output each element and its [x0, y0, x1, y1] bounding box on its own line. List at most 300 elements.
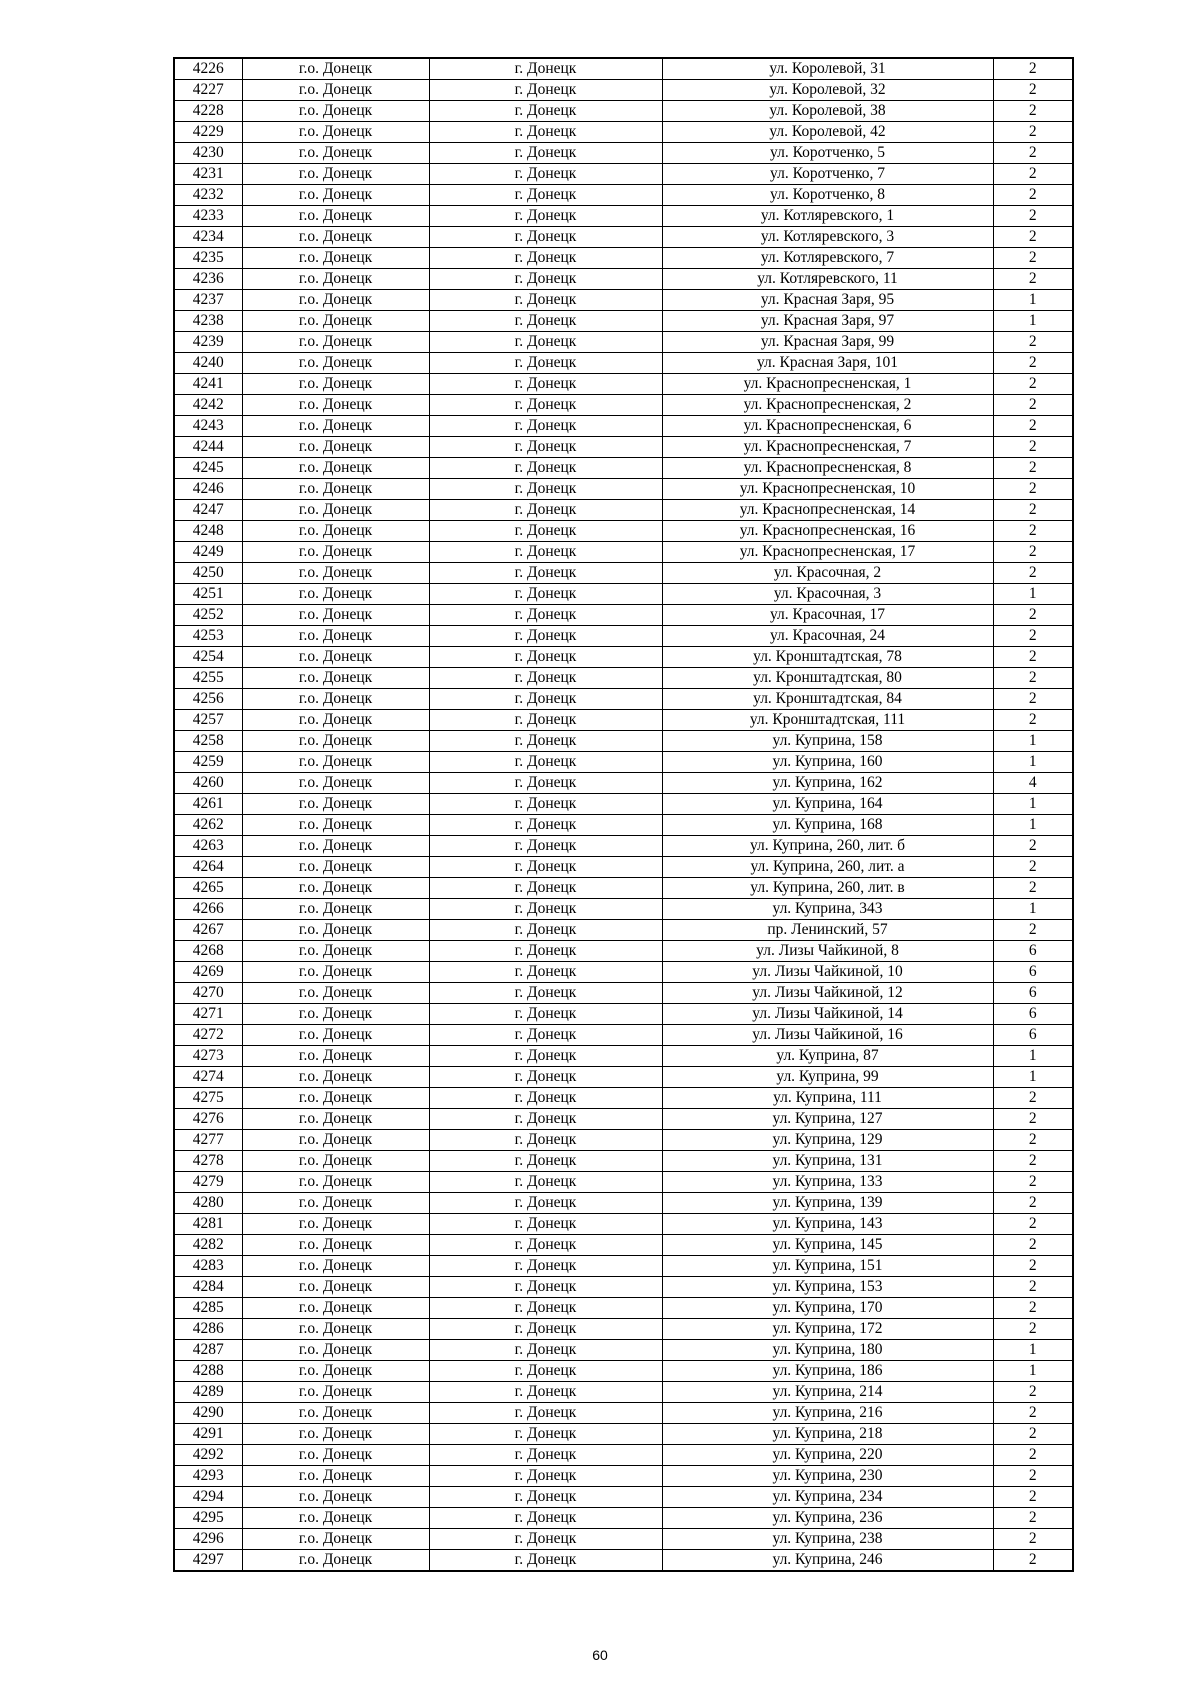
city-cell: г. Донецк [429, 626, 662, 647]
district-cell: г.о. Донецк [242, 1088, 429, 1109]
table-row [174, 668, 1073, 689]
table-row [174, 941, 1073, 962]
table-row [174, 1361, 1073, 1382]
count-cell: 2 [993, 1088, 1073, 1109]
count-cell: 2 [993, 1235, 1073, 1256]
district-cell: г.о. Донецк [242, 1403, 429, 1424]
count-cell: 1 [993, 899, 1073, 920]
table-row [174, 605, 1073, 626]
address-table-body [174, 58, 1073, 1571]
row-number-cell: 4289 [174, 1382, 242, 1403]
district-cell: г.о. Донецк [242, 1424, 429, 1445]
address-cell: ул. Краснопресненская, 14 [662, 500, 993, 521]
row-number-cell: 4245 [174, 458, 242, 479]
address-cell: ул. Королевой, 42 [662, 122, 993, 143]
table-row [174, 542, 1073, 563]
address-cell: ул. Кронштадтская, 111 [662, 710, 993, 731]
count-cell: 2 [993, 164, 1073, 185]
count-cell: 2 [993, 1172, 1073, 1193]
table-row [174, 1109, 1073, 1130]
count-cell: 2 [993, 269, 1073, 290]
city-cell: г. Донецк [429, 773, 662, 794]
city-cell: г. Донецк [429, 311, 662, 332]
city-cell: г. Донецк [429, 458, 662, 479]
page-number: 60 [592, 1647, 608, 1663]
district-cell: г.о. Донецк [242, 58, 429, 80]
city-cell: г. Донецк [429, 1424, 662, 1445]
district-cell: г.о. Донецк [242, 794, 429, 815]
city-cell: г. Донецк [429, 1151, 662, 1172]
count-cell: 2 [993, 1424, 1073, 1445]
district-cell: г.о. Донецк [242, 374, 429, 395]
count-cell: 2 [993, 58, 1073, 80]
row-number-cell: 4278 [174, 1151, 242, 1172]
count-cell: 2 [993, 1550, 1073, 1572]
row-number-cell: 4285 [174, 1298, 242, 1319]
table-row [174, 1088, 1073, 1109]
district-cell: г.о. Донецк [242, 437, 429, 458]
count-cell: 1 [993, 794, 1073, 815]
district-cell: г.о. Донецк [242, 1025, 429, 1046]
row-number-cell: 4242 [174, 395, 242, 416]
count-cell: 2 [993, 1193, 1073, 1214]
address-cell: ул. Лизы Чайкиной, 14 [662, 1004, 993, 1025]
address-cell: ул. Красочная, 2 [662, 563, 993, 584]
count-cell: 2 [993, 563, 1073, 584]
city-cell: г. Донецк [429, 437, 662, 458]
count-cell: 2 [993, 668, 1073, 689]
table-row [174, 185, 1073, 206]
address-cell: ул. Кронштадтская, 80 [662, 668, 993, 689]
table-row [174, 626, 1073, 647]
address-cell: ул. Куприна, 216 [662, 1403, 993, 1424]
table-row [174, 80, 1073, 101]
row-number-cell: 4251 [174, 584, 242, 605]
address-cell: ул. Краснопресненская, 16 [662, 521, 993, 542]
table-row [174, 731, 1073, 752]
address-cell: ул. Куприна, 180 [662, 1340, 993, 1361]
count-cell: 2 [993, 1508, 1073, 1529]
table-row [174, 269, 1073, 290]
table-row [174, 332, 1073, 353]
table-row [174, 1298, 1073, 1319]
district-cell: г.о. Донецк [242, 227, 429, 248]
address-cell: ул. Краснопресненская, 8 [662, 458, 993, 479]
city-cell: г. Донецк [429, 689, 662, 710]
address-cell: ул. Куприна, 172 [662, 1319, 993, 1340]
district-cell: г.о. Донецк [242, 542, 429, 563]
city-cell: г. Донецк [429, 1298, 662, 1319]
row-number-cell: 4294 [174, 1487, 242, 1508]
district-cell: г.о. Донецк [242, 353, 429, 374]
district-cell: г.о. Донецк [242, 164, 429, 185]
count-cell: 6 [993, 983, 1073, 1004]
address-cell: ул. Красная Заря, 101 [662, 353, 993, 374]
row-number-cell: 4279 [174, 1172, 242, 1193]
district-cell: г.о. Донецк [242, 752, 429, 773]
city-cell: г. Донецк [429, 1487, 662, 1508]
address-cell: ул. Куприна, 87 [662, 1046, 993, 1067]
city-cell: г. Донецк [429, 80, 662, 101]
address-cell: ул. Куприна, 158 [662, 731, 993, 752]
table-row [174, 58, 1073, 80]
count-cell: 2 [993, 542, 1073, 563]
row-number-cell: 4230 [174, 143, 242, 164]
city-cell: г. Донецк [429, 1193, 662, 1214]
address-cell: ул. Куприна, 131 [662, 1151, 993, 1172]
address-cell: ул. Куприна, 230 [662, 1466, 993, 1487]
address-cell: ул. Куприна, 170 [662, 1298, 993, 1319]
city-cell: г. Донецк [429, 332, 662, 353]
count-cell: 2 [993, 332, 1073, 353]
table-row [174, 1256, 1073, 1277]
address-cell: ул. Куприна, 238 [662, 1529, 993, 1550]
table-row [174, 122, 1073, 143]
address-cell: ул. Лизы Чайкиной, 16 [662, 1025, 993, 1046]
city-cell: г. Донецк [429, 227, 662, 248]
address-cell: ул. Куприна, 343 [662, 899, 993, 920]
table-row [174, 710, 1073, 731]
table-row [174, 500, 1073, 521]
address-cell: ул. Куприна, 186 [662, 1361, 993, 1382]
address-cell: ул. Куприна, 260, лит. а [662, 857, 993, 878]
district-cell: г.о. Донецк [242, 983, 429, 1004]
row-number-cell: 4261 [174, 794, 242, 815]
city-cell: г. Донецк [429, 1382, 662, 1403]
table-row [174, 815, 1073, 836]
count-cell: 2 [993, 1298, 1073, 1319]
table-row [174, 1235, 1073, 1256]
address-cell: ул. Королевой, 38 [662, 101, 993, 122]
address-cell: ул. Коротченко, 8 [662, 185, 993, 206]
address-cell: ул. Куприна, 153 [662, 1277, 993, 1298]
count-cell: 1 [993, 311, 1073, 332]
count-cell: 2 [993, 353, 1073, 374]
address-cell: ул. Красочная, 17 [662, 605, 993, 626]
district-cell: г.о. Донецк [242, 1550, 429, 1572]
city-cell: г. Донецк [429, 1109, 662, 1130]
count-cell: 6 [993, 962, 1073, 983]
row-number-cell: 4275 [174, 1088, 242, 1109]
row-number-cell: 4258 [174, 731, 242, 752]
table-row [174, 689, 1073, 710]
city-cell: г. Донецк [429, 58, 662, 80]
count-cell: 2 [993, 1466, 1073, 1487]
city-cell: г. Донецк [429, 290, 662, 311]
address-cell: ул. Краснопресненская, 2 [662, 395, 993, 416]
table-row [174, 143, 1073, 164]
count-cell: 2 [993, 374, 1073, 395]
city-cell: г. Донецк [429, 1172, 662, 1193]
district-cell: г.о. Донецк [242, 626, 429, 647]
table-row [174, 395, 1073, 416]
district-cell: г.о. Донецк [242, 521, 429, 542]
count-cell: 4 [993, 773, 1073, 794]
table-row [174, 1508, 1073, 1529]
city-cell: г. Донецк [429, 836, 662, 857]
table-row [174, 1025, 1073, 1046]
district-cell: г.о. Донецк [242, 416, 429, 437]
address-table [173, 57, 1074, 1572]
district-cell: г.о. Донецк [242, 1214, 429, 1235]
city-cell: г. Донецк [429, 731, 662, 752]
table-row [174, 1403, 1073, 1424]
address-cell: ул. Куприна, 260, лит. б [662, 836, 993, 857]
address-cell: ул. Красочная, 24 [662, 626, 993, 647]
district-cell: г.о. Донецк [242, 563, 429, 584]
table-row [174, 752, 1073, 773]
address-cell: ул. Куприна, 127 [662, 1109, 993, 1130]
district-cell: г.о. Донецк [242, 1235, 429, 1256]
address-cell: ул. Куприна, 139 [662, 1193, 993, 1214]
city-cell: г. Донецк [429, 1256, 662, 1277]
row-number-cell: 4259 [174, 752, 242, 773]
row-number-cell: 4233 [174, 206, 242, 227]
city-cell: г. Донецк [429, 143, 662, 164]
table-row [174, 311, 1073, 332]
row-number-cell: 4256 [174, 689, 242, 710]
row-number-cell: 4232 [174, 185, 242, 206]
district-cell: г.о. Донецк [242, 143, 429, 164]
district-cell: г.о. Донецк [242, 647, 429, 668]
district-cell: г.о. Донецк [242, 80, 429, 101]
district-cell: г.о. Донецк [242, 311, 429, 332]
table-row [174, 1277, 1073, 1298]
row-number-cell: 4231 [174, 164, 242, 185]
district-cell: г.о. Донецк [242, 1130, 429, 1151]
count-cell: 2 [993, 1445, 1073, 1466]
city-cell: г. Донецк [429, 920, 662, 941]
count-cell: 2 [993, 689, 1073, 710]
count-cell: 6 [993, 941, 1073, 962]
district-cell: г.о. Донецк [242, 1319, 429, 1340]
row-number-cell: 4288 [174, 1361, 242, 1382]
table-row [174, 458, 1073, 479]
district-cell: г.о. Донецк [242, 1172, 429, 1193]
district-cell: г.о. Донецк [242, 1277, 429, 1298]
district-cell: г.о. Донецк [242, 605, 429, 626]
row-number-cell: 4287 [174, 1340, 242, 1361]
row-number-cell: 4267 [174, 920, 242, 941]
address-cell: ул. Кронштадтская, 78 [662, 647, 993, 668]
count-cell: 2 [993, 1487, 1073, 1508]
city-cell: г. Донецк [429, 1319, 662, 1340]
row-number-cell: 4238 [174, 311, 242, 332]
district-cell: г.о. Донецк [242, 962, 429, 983]
address-cell: ул. Красная Заря, 95 [662, 290, 993, 311]
table-row [174, 1046, 1073, 1067]
city-cell: г. Донецк [429, 1025, 662, 1046]
count-cell: 1 [993, 1046, 1073, 1067]
count-cell: 2 [993, 1214, 1073, 1235]
count-cell: 2 [993, 458, 1073, 479]
row-number-cell: 4265 [174, 878, 242, 899]
count-cell: 2 [993, 395, 1073, 416]
row-number-cell: 4292 [174, 1445, 242, 1466]
row-number-cell: 4273 [174, 1046, 242, 1067]
city-cell: г. Донецк [429, 584, 662, 605]
row-number-cell: 4228 [174, 101, 242, 122]
table-row [174, 1382, 1073, 1403]
city-cell: г. Донецк [429, 542, 662, 563]
city-cell: г. Донецк [429, 1508, 662, 1529]
address-cell: ул. Куприна, 214 [662, 1382, 993, 1403]
table-row [174, 983, 1073, 1004]
city-cell: г. Донецк [429, 1529, 662, 1550]
district-cell: г.о. Донецк [242, 1067, 429, 1088]
table-row [174, 836, 1073, 857]
row-number-cell: 4241 [174, 374, 242, 395]
city-cell: г. Донецк [429, 815, 662, 836]
table-row [174, 1067, 1073, 1088]
row-number-cell: 4283 [174, 1256, 242, 1277]
district-cell: г.о. Донецк [242, 500, 429, 521]
row-number-cell: 4269 [174, 962, 242, 983]
district-cell: г.о. Донецк [242, 1508, 429, 1529]
district-cell: г.о. Донецк [242, 815, 429, 836]
table-row [174, 164, 1073, 185]
table-row [174, 1487, 1073, 1508]
district-cell: г.о. Донецк [242, 1466, 429, 1487]
row-number-cell: 4237 [174, 290, 242, 311]
district-cell: г.о. Донецк [242, 773, 429, 794]
address-cell: ул. Лизы Чайкиной, 10 [662, 962, 993, 983]
table-row [174, 773, 1073, 794]
district-cell: г.о. Донецк [242, 206, 429, 227]
city-cell: г. Донецк [429, 1550, 662, 1572]
table-row [174, 1004, 1073, 1025]
district-cell: г.о. Донецк [242, 584, 429, 605]
district-cell: г.о. Донецк [242, 689, 429, 710]
address-cell: ул. Краснопресненская, 1 [662, 374, 993, 395]
count-cell: 1 [993, 752, 1073, 773]
district-cell: г.о. Донецк [242, 1382, 429, 1403]
count-cell: 1 [993, 1340, 1073, 1361]
count-cell: 2 [993, 437, 1073, 458]
district-cell: г.о. Донецк [242, 1109, 429, 1130]
row-number-cell: 4264 [174, 857, 242, 878]
count-cell: 1 [993, 1361, 1073, 1382]
address-cell: ул. Куприна, 143 [662, 1214, 993, 1235]
table-row [174, 1550, 1073, 1572]
address-cell: ул. Куприна, 151 [662, 1256, 993, 1277]
city-cell: г. Донецк [429, 1067, 662, 1088]
table-row [174, 1319, 1073, 1340]
table-row [174, 647, 1073, 668]
count-cell: 6 [993, 1004, 1073, 1025]
table-row [174, 290, 1073, 311]
row-number-cell: 4244 [174, 437, 242, 458]
address-cell: ул. Королевой, 32 [662, 80, 993, 101]
city-cell: г. Донецк [429, 479, 662, 500]
district-cell: г.о. Донецк [242, 920, 429, 941]
row-number-cell: 4236 [174, 269, 242, 290]
row-number-cell: 4226 [174, 58, 242, 80]
city-cell: г. Донецк [429, 122, 662, 143]
table-row [174, 857, 1073, 878]
district-cell: г.о. Донецк [242, 710, 429, 731]
district-cell: г.о. Донецк [242, 941, 429, 962]
city-cell: г. Донецк [429, 1046, 662, 1067]
address-cell: ул. Красная Заря, 97 [662, 311, 993, 332]
city-cell: г. Донецк [429, 1466, 662, 1487]
count-cell: 2 [993, 1403, 1073, 1424]
row-number-cell: 4235 [174, 248, 242, 269]
address-cell: ул. Куприна, 218 [662, 1424, 993, 1445]
count-cell: 2 [993, 500, 1073, 521]
address-cell: ул. Куприна, 99 [662, 1067, 993, 1088]
district-cell: г.о. Донецк [242, 899, 429, 920]
city-cell: г. Донецк [429, 1403, 662, 1424]
district-cell: г.о. Донецк [242, 458, 429, 479]
table-row [174, 584, 1073, 605]
city-cell: г. Донецк [429, 941, 662, 962]
district-cell: г.о. Донецк [242, 857, 429, 878]
row-number-cell: 4227 [174, 80, 242, 101]
count-cell: 1 [993, 1067, 1073, 1088]
table-row [174, 1529, 1073, 1550]
table-row [174, 101, 1073, 122]
count-cell: 2 [993, 605, 1073, 626]
city-cell: г. Донецк [429, 1004, 662, 1025]
count-cell: 2 [993, 206, 1073, 227]
table-row [174, 1151, 1073, 1172]
row-number-cell: 4239 [174, 332, 242, 353]
address-cell: ул. Красочная, 3 [662, 584, 993, 605]
count-cell: 2 [993, 521, 1073, 542]
row-number-cell: 4229 [174, 122, 242, 143]
row-number-cell: 4296 [174, 1529, 242, 1550]
district-cell: г.о. Донецк [242, 731, 429, 752]
count-cell: 2 [993, 1109, 1073, 1130]
address-cell: ул. Котляревского, 7 [662, 248, 993, 269]
row-number-cell: 4280 [174, 1193, 242, 1214]
city-cell: г. Донецк [429, 1361, 662, 1382]
address-cell: ул. Краснопресненская, 10 [662, 479, 993, 500]
table-row [174, 1130, 1073, 1151]
row-number-cell: 4293 [174, 1466, 242, 1487]
row-number-cell: 4257 [174, 710, 242, 731]
address-cell: ул. Коротченко, 7 [662, 164, 993, 185]
district-cell: г.о. Донецк [242, 1256, 429, 1277]
city-cell: г. Донецк [429, 101, 662, 122]
row-number-cell: 4268 [174, 941, 242, 962]
address-cell: пр. Ленинский, 57 [662, 920, 993, 941]
city-cell: г. Донецк [429, 1277, 662, 1298]
row-number-cell: 4297 [174, 1550, 242, 1572]
table-row [174, 374, 1073, 395]
row-number-cell: 4277 [174, 1130, 242, 1151]
row-number-cell: 4234 [174, 227, 242, 248]
row-number-cell: 4253 [174, 626, 242, 647]
count-cell: 2 [993, 185, 1073, 206]
district-cell: г.о. Донецк [242, 332, 429, 353]
row-number-cell: 4290 [174, 1403, 242, 1424]
district-cell: г.о. Донецк [242, 1004, 429, 1025]
table-row [174, 1340, 1073, 1361]
city-cell: г. Донецк [429, 521, 662, 542]
address-cell: ул. Куприна, 133 [662, 1172, 993, 1193]
row-number-cell: 4274 [174, 1067, 242, 1088]
city-cell: г. Донецк [429, 794, 662, 815]
count-cell: 2 [993, 1256, 1073, 1277]
address-cell: ул. Коротченко, 5 [662, 143, 993, 164]
city-cell: г. Донецк [429, 962, 662, 983]
row-number-cell: 4255 [174, 668, 242, 689]
count-cell: 2 [993, 1151, 1073, 1172]
table-row [174, 1172, 1073, 1193]
address-cell: ул. Краснопресненская, 17 [662, 542, 993, 563]
